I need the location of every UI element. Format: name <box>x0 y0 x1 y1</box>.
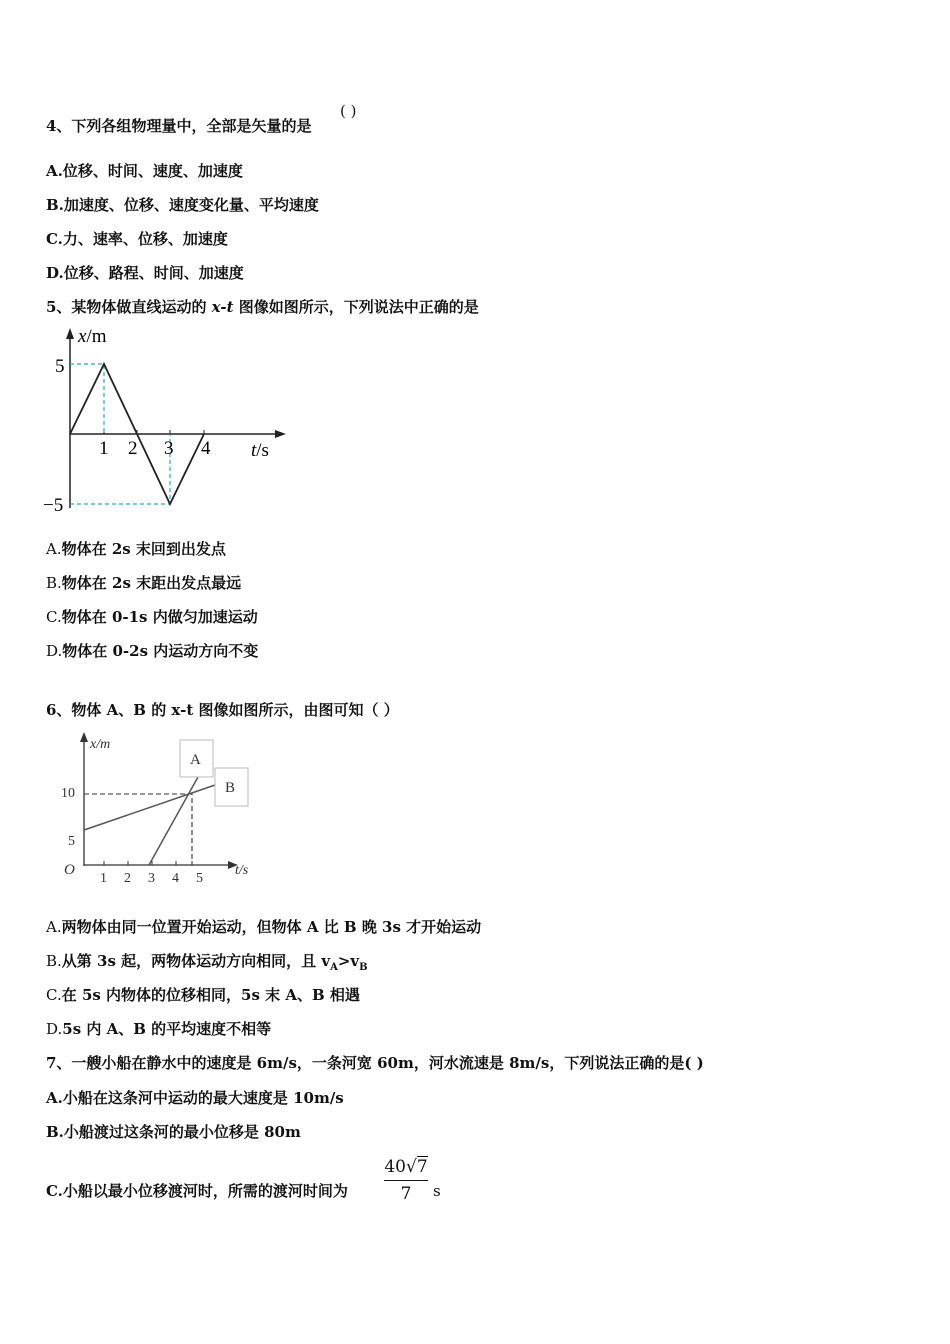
q4-option-a: A.位移、时间、速度、加速度 <box>46 162 243 180</box>
q5-x-arrow <box>275 430 286 438</box>
q7-fraction <box>382 1156 430 1205</box>
q6-option-a: A.两物体由同一位置开始运动，但物体 A 比 B 晚 3s 才开始运动 <box>46 918 482 936</box>
q5-y-tick-label-5: 5 <box>55 356 65 377</box>
q5-option-d: D.物体在 0-2s 内运动方向不变 <box>46 642 259 660</box>
q5-y-arrow <box>66 328 74 339</box>
q7-option-a: A.小船在这条河中运动的最大速度是 10m/s <box>46 1089 344 1107</box>
q5-y-axis-label: x/m <box>78 326 107 347</box>
q7-option-b: B.小船渡过这条河的最小位移是 80m <box>46 1123 301 1141</box>
q6-xt-graph <box>58 728 268 888</box>
q4-stem: 4、下列各组物理量中，全部是矢量的是 <box>46 117 312 135</box>
q6-origin-label: O <box>64 862 75 878</box>
q6-x-tick-label-2: 2 <box>124 871 131 886</box>
q6-label-a: A <box>190 752 201 768</box>
q5-stem <box>46 297 479 317</box>
q4-answer-paren: ( ) <box>340 102 357 120</box>
q5-y-tick-label-neg5: −5 <box>43 495 64 516</box>
q6-line-b <box>84 784 218 830</box>
q6-y-arrow <box>80 732 88 742</box>
q6-option-d: D.5s 内 A、B 的平均速度不相等 <box>46 1020 272 1038</box>
q6-x-tick-label-5: 5 <box>196 871 203 886</box>
q7-fraction-bar <box>384 1180 428 1181</box>
q5-x-tick-label-4: 4 <box>201 438 211 459</box>
q6-option-b: B.从第 3s 起，两物体运动方向相同，且 $v_A>v_B$ <box>46 952 368 973</box>
q5-guide-trough <box>70 434 170 504</box>
q5-x-axis-label: t/s <box>251 440 269 461</box>
q5-option-c: C.物体在 0-1s 内做匀加速运动 <box>46 608 258 626</box>
q6-x-tick-label-3: 3 <box>148 871 155 886</box>
q6-x-axis-label: t/s <box>235 863 249 878</box>
q5-xt-graph <box>40 322 290 522</box>
sqrt-icon: √ <box>405 1157 417 1177</box>
q5-stem-pre: 5、某物体做直线运动的 <box>46 298 212 316</box>
q4-option-b: B.加速度、位移、速度变化量、平均速度 <box>46 196 319 214</box>
q7-numerator: 40√7 <box>384 1157 428 1177</box>
q6-y-axis-label: x/m <box>90 737 111 752</box>
q5-option-b: B.物体在 2s 末距出发点最远 <box>46 574 242 592</box>
q6-guide-meet <box>84 794 192 865</box>
q5-stem-post: 图像如图所示，下列说法中正确的是 <box>233 298 479 316</box>
q6-y-tick-label-10: 10 <box>61 786 75 801</box>
q7-option-c: C.小船以最小位移渡河时，所需的渡河时间为 <box>46 1182 348 1200</box>
q5-x-tick-label-3: 3 <box>164 438 174 459</box>
q5-x-tick-label-2: 2 <box>128 438 138 459</box>
q6-stem: 6、物体 A、B 的 x-t 图像如图所示，由图可知（ ） <box>46 701 399 719</box>
q5-option-a: A.物体在 2s 末回到出发点 <box>46 540 226 558</box>
q6-x-tick-label-1: 1 <box>100 871 107 886</box>
q7-stem: 7、一艘小船在静水中的速度是 6m/s，一条河宽 60m，河水流速是 8m/s，下列说法正确的是( ) <box>46 1054 704 1072</box>
q6-label-b: B <box>225 780 236 796</box>
q4-option-d: D.位移、路程、时间、加速度 <box>46 264 244 282</box>
q6-y-tick-label-5: 5 <box>68 834 75 849</box>
q6-option-c: C.在 5s 内物体的位移相同，5s 末 A、B 相遇 <box>46 986 360 1004</box>
q7-unit: s <box>433 1182 441 1200</box>
q6-x-tick-label-4: 4 <box>172 871 179 886</box>
q7-denominator: 7 <box>400 1184 412 1204</box>
q5-stem-var: x-t <box>211 298 234 316</box>
q4-option-c: C.力、速率、位移、加速度 <box>46 230 228 248</box>
q5-x-tick-label-1: 1 <box>99 438 109 459</box>
